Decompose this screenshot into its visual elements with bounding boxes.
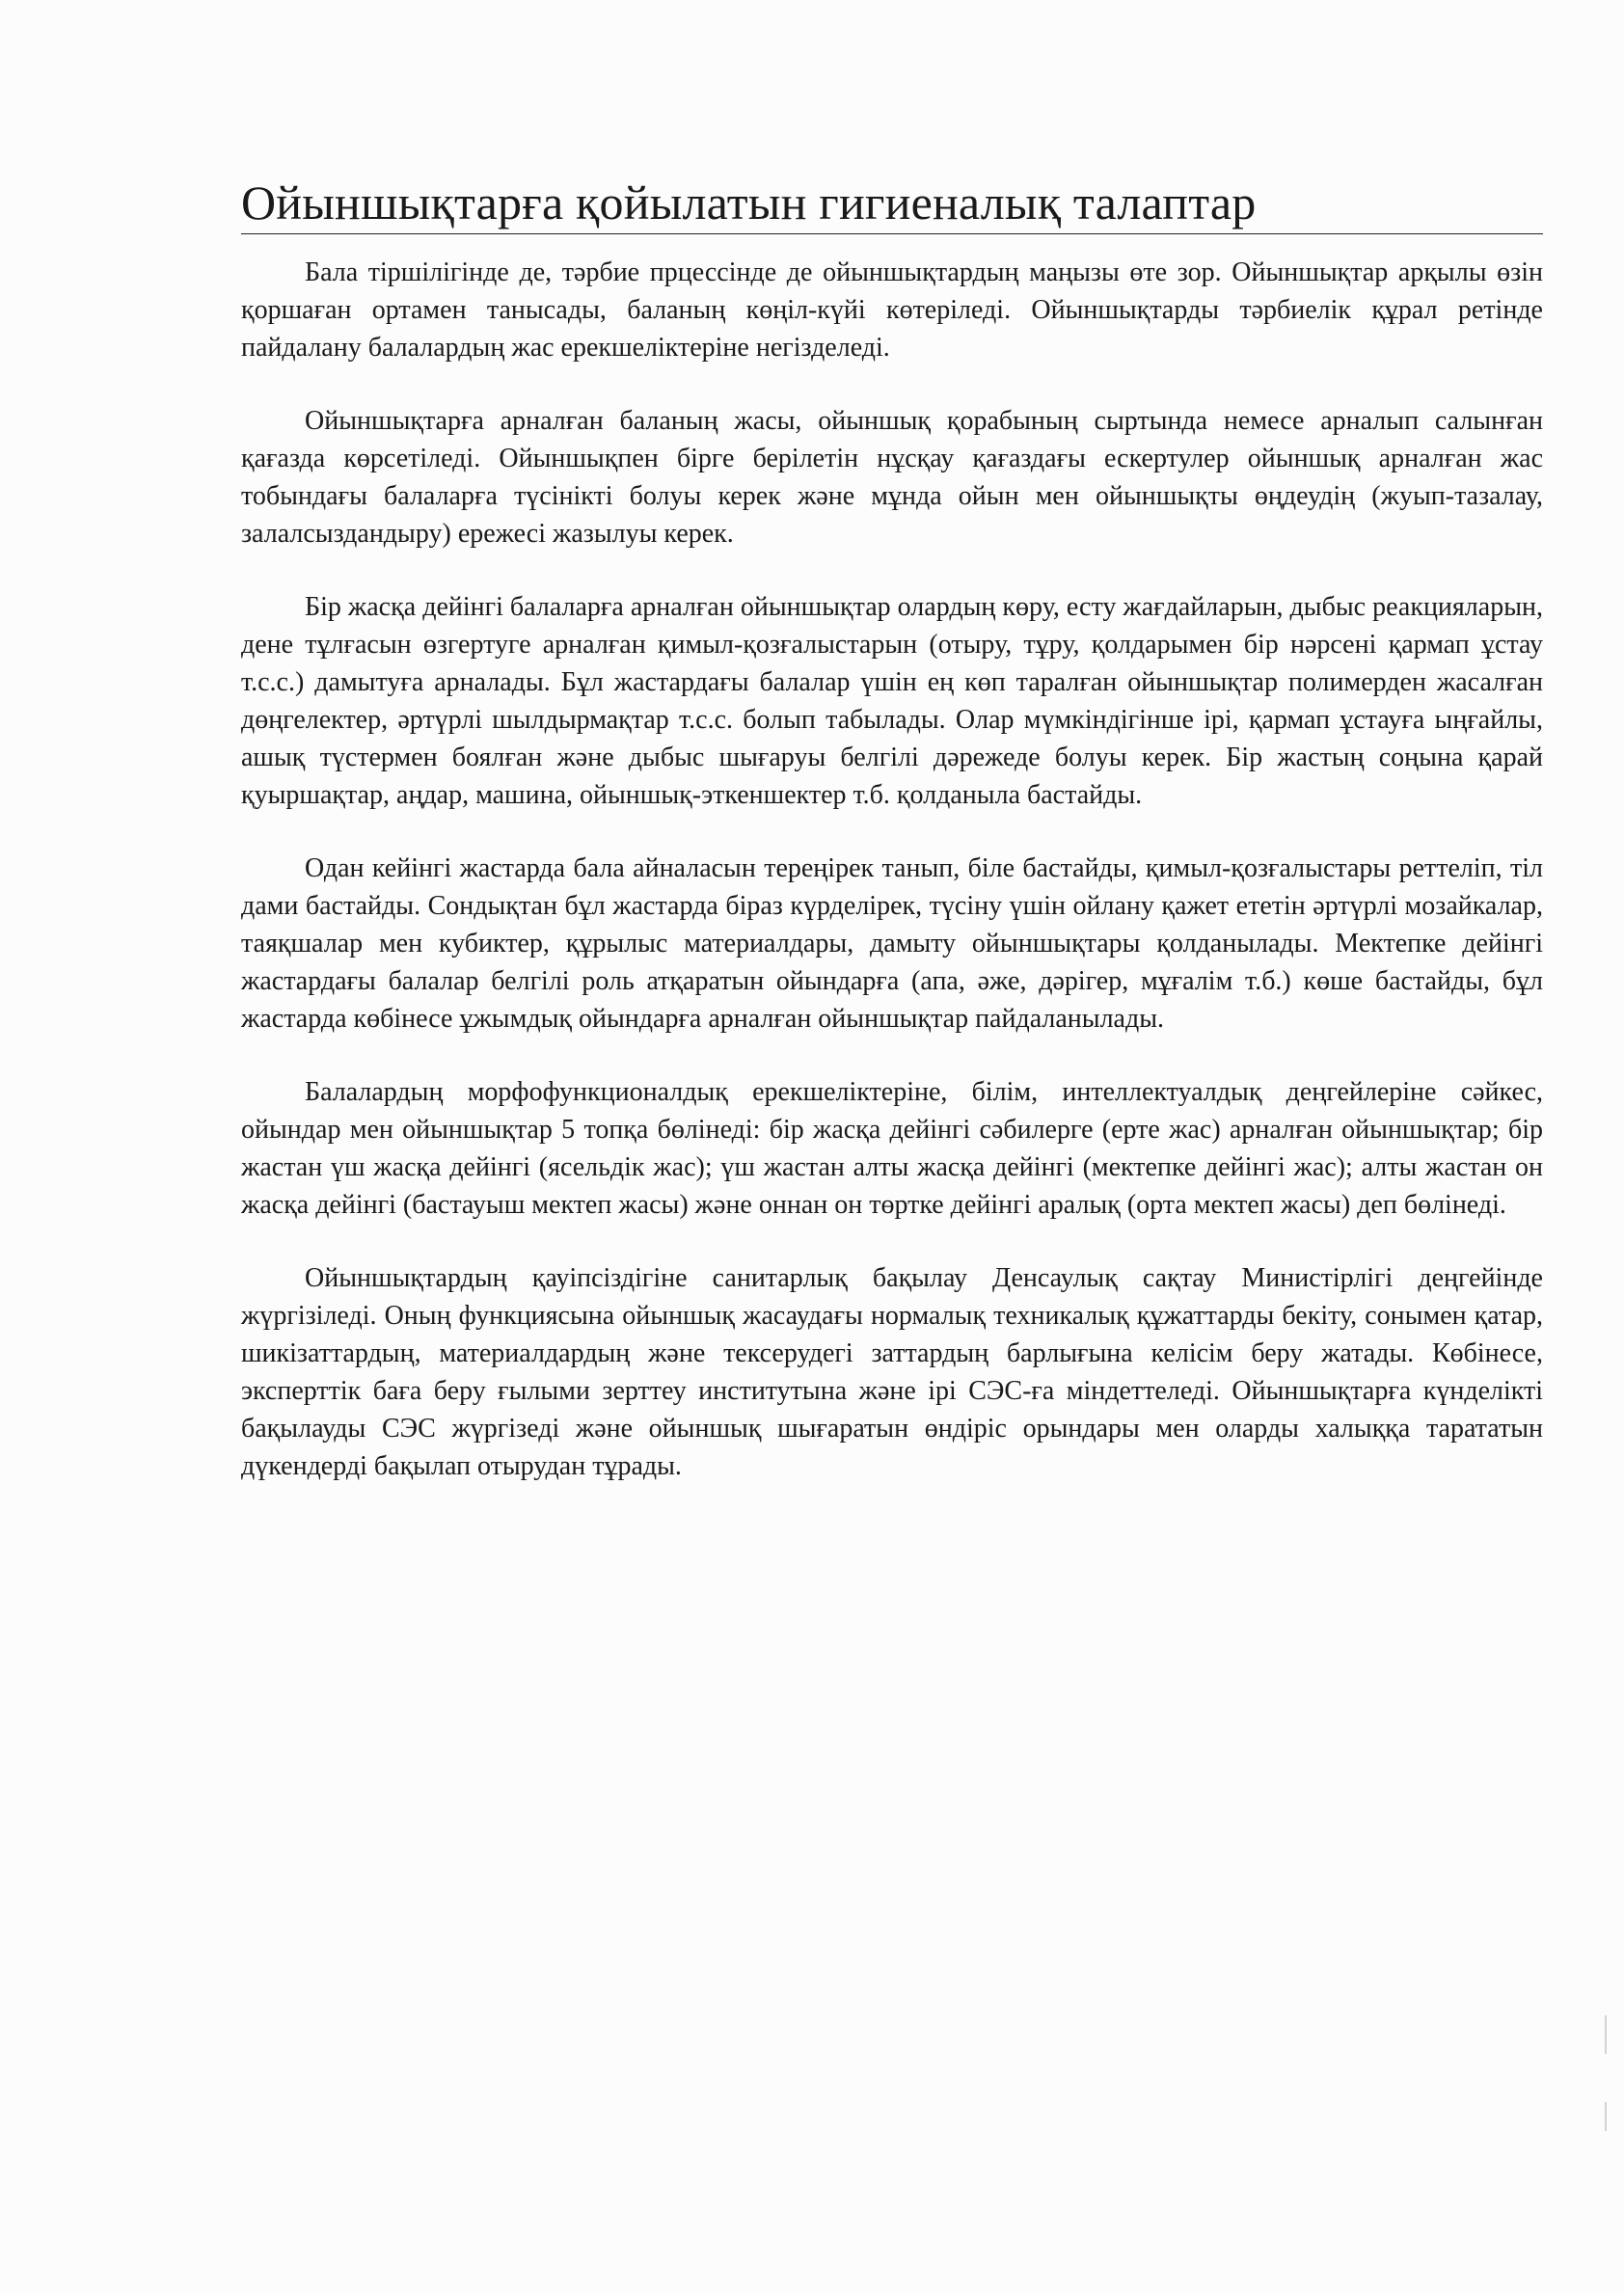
- paragraph-1: Бала тіршілігінде де, тәрбие прцессінде де ойыншықтардың маңызы өте зор. Ойыншықтар арқылы өзін қоршаған ортамен танысады, баланың көңіл-күйі көтеріледі. Ойыншықтарды тәрбиелік құрал ретінде пайдалану балалардың жас ерекшеліктеріне негізделеді.: [241, 257, 1543, 363]
- document-body: [241, 174, 1543, 1521]
- scan-edge-mark: [1605, 2015, 1607, 2054]
- paragraph-3: Бір жасқа дейінгі балаларға арналған ойыншықтар олардың көру, есту жағдайларын, дыбыс реакцияларын, дене тұлғасын өзгертуге арналған қимыл-қозғалыстарын (отыру, тұру, қолдарымен бір нәрсені қармап ұстау т.с.с.) дамытуға арналады. Бұл жастардағы балалар үшін ең көп таралған ойыншықтар полимерден жасалған дөңгелектер, әртүрлі шылдырмақтар т.с.с. болып табылады. Олар мүмкіндігінше ірі, қармап ұстауға ыңғайлы, ашық түстермен боялған және дыбыс шығаруы белгілі дәрежеде болуы керек. Бір жастың соңына қарай қуыршақтар, аңдар, машина, ойыншық-эткеншектер т.б. қолданыла бастайды.: [241, 592, 1543, 810]
- paragraph-5: Балалардың морфофункционалдық ерекшеліктеріне, білім, интеллектуалдық деңгейлеріне сәйкес, ойындар мен ойыншықтар 5 топқа бөлінеді: бір жасқа дейінгі сәбилерге (ерте жас) арналған ойыншықтар; бір жастан үш жасқа дейінгі (ясельдік жас); үш жастан алты жасқа дейінгі (мектепке дейінгі жас); алты жастан он жасқа дейінгі (бастауыш мектеп жасы) және оннан он төртке дейінгі аралық (орта мектеп жасы) деп бөлінеді.: [241, 1077, 1543, 1220]
- paragraph-6: Ойыншықтардың қауіпсіздігіне санитарлық бақылау Денсаулық сақтау Министірлігі деңгейінде жүргізіледі. Оның функциясына ойыншық жасаудағы нормалық техникалық құжаттарды бекіту, сонымен қатар, шикізаттардың, материалдардың және тексерудегі заттардың барлығына келісім беру жатады. Көбінесе, эксперттік баға беру ғылыми зерттеу институтына және ірі СЭС-ға міндеттеледі. Ойыншықтарға күнделікті бақылауды СЭС жүргізеді және ойыншық шығаратын өндіріс орындары мен оларды халыққа тарататын дүкендерді бақылап отырудан тұрады.: [241, 1263, 1543, 1481]
- paragraph-2: Ойыншықтарға арналған баланың жасы, ойыншық қорабының сыртында немесе арналып салынған қағазда көрсетіледі. Ойыншықпен бірге берілетін нұсқау қағаздағы ескертулер ойыншық арналған жас тобындағы балаларға түсінікті болуы керек және мұнда ойын мен ойыншықты өңдеудің (жуып-тазалау, залалсыздандыру) ережесі жазылуы керек.: [241, 406, 1543, 549]
- title-underline: [241, 233, 1543, 234]
- document-title: Ойыншықтарға қойылатын гигиеналық талаптар: [241, 176, 1257, 230]
- scan-edge-mark: [1605, 2102, 1607, 2131]
- paragraph-4: Одан кейінгі жастарда бала айналасын тереңірек танып, біле бастайды, қимыл-қозғалыстары реттеліп, тіл дами бастайды. Сондықтан бұл жастарда біраз күрделірек, түсіну үшін ойлану қажет ететін әртүрлі мозайкалар, таяқшалар мен кубиктер, құрылыс материалдары, дамыту ойыншықтары қолданылады. Мектепке дейінгі жастардағы балалар белгілі роль атқаратын ойындарға (апа, әже, дәрігер, мұғалім т.б.) көше бастайды, бұл жастарда көбінесе ұжымдық ойындарға арналған ойыншықтар пайдаланылады.: [241, 853, 1543, 1034]
